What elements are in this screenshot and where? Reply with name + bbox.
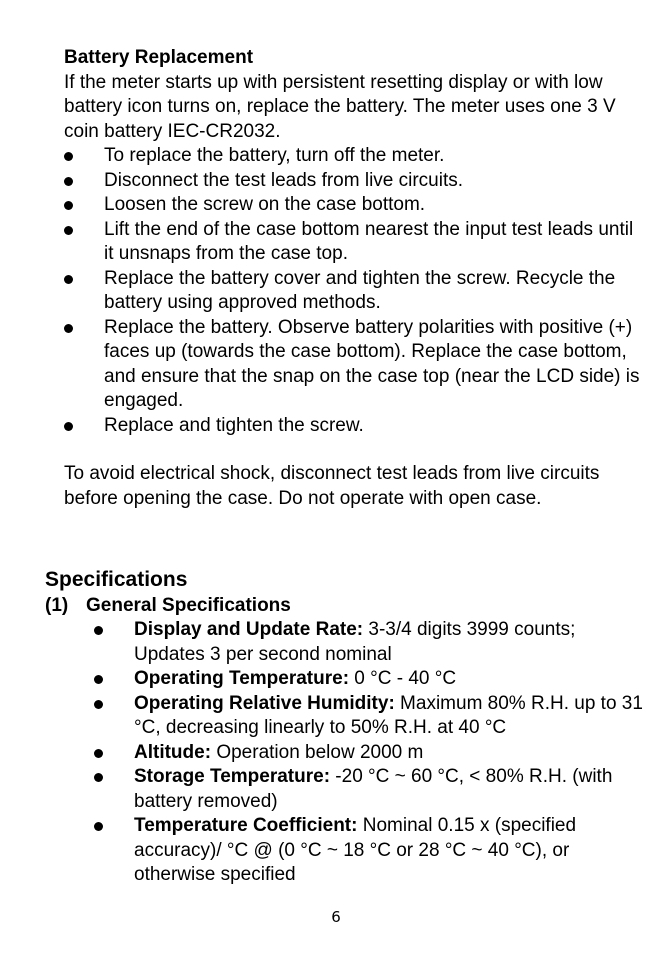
bullet-icon	[64, 177, 73, 186]
list-item: Lift the end of the case bottom nearest the input test leads until it unsnaps from the case top.	[64, 218, 644, 267]
list-item: Replace the battery cover and tighten the screw. Recycle the battery using approved methods.	[64, 267, 644, 316]
general-specifications-heading	[45, 594, 645, 618]
spec-value: 0 °C - 40 °C	[349, 668, 457, 689]
spec-value: Nominal 0.15 x (specified accuracy)/ °C @ (0 °C ~ 18 °C or 28 °C ~ 40 °C), or otherwise specified	[134, 815, 577, 885]
spec-label: Operating Temperature:	[134, 668, 350, 689]
spec-value: Operation below 2000 m	[211, 741, 424, 763]
spec-value: Maximum 80% R.H. up to 31 °C, decreasing linearly to 50% R.H. at 40 °C	[134, 692, 643, 738]
general-specifications-list	[45, 618, 645, 888]
section-title: Battery Replacement	[64, 47, 254, 68]
bullet-icon	[64, 422, 73, 431]
bullet-icon	[94, 675, 103, 684]
bullet-icon	[64, 152, 73, 161]
battery-steps-list	[64, 144, 644, 438]
subsection-number: (1)	[45, 595, 69, 616]
bullet-icon	[94, 749, 103, 758]
specifications-section	[45, 566, 645, 888]
bullet-icon	[64, 324, 73, 333]
intro-paragraph: If the meter starts up with persistent resetting display or with low battery icon turns on, replace the battery. The meter uses one 3 V coin battery IEC-CR2032.	[64, 71, 616, 142]
list-item	[94, 741, 645, 766]
bullet-icon	[94, 773, 103, 782]
spec-label: Temperature Coefficient:	[134, 815, 358, 836]
bullet-icon	[94, 822, 103, 831]
specifications-heading: Specifications	[45, 568, 188, 591]
list-item: Disconnect the test leads from live circuits.	[64, 169, 644, 194]
list-item	[94, 667, 645, 692]
spec-value: -20 °C ~ 60 °C, < 80% R.H. (with battery removed)	[134, 766, 613, 812]
spec-label: Operating Relative Humidity:	[134, 692, 395, 714]
list-item	[94, 765, 645, 814]
list-item	[94, 692, 645, 741]
spec-label: Display and Update Rate:	[134, 619, 364, 640]
list-item	[94, 618, 645, 667]
spec-value: 3-3/4 digits 3999 counts; Updates 3 per second nominal	[134, 619, 576, 665]
list-item: Replace and tighten the screw.	[64, 414, 644, 439]
subsection-title: General Specifications	[86, 595, 291, 616]
spec-label: Altitude:	[134, 741, 212, 763]
bullet-icon	[64, 201, 73, 210]
bullet-icon	[64, 275, 73, 284]
list-item	[94, 814, 645, 888]
list-item: Loosen the screw on the case bottom.	[64, 193, 644, 218]
bullet-icon	[64, 226, 73, 235]
bullet-icon	[94, 626, 103, 635]
spec-label: Storage Temperature:	[134, 766, 331, 787]
list-item: Replace the battery. Observe battery polarities with positive (+) faces up (towards the case bottom). Replace the case bottom, and ensure that the snap on the case top (near the LCD side) is engaged.	[64, 316, 644, 414]
page-number: 6	[331, 908, 341, 926]
safety-warning: To avoid electrical shock, disconnect test leads from live circuits before opening the case. Do not operate with open case.	[64, 463, 600, 509]
battery-replacement-section	[64, 46, 644, 511]
list-item: To replace the battery, turn off the meter.	[64, 144, 644, 169]
bullet-icon	[94, 700, 103, 709]
